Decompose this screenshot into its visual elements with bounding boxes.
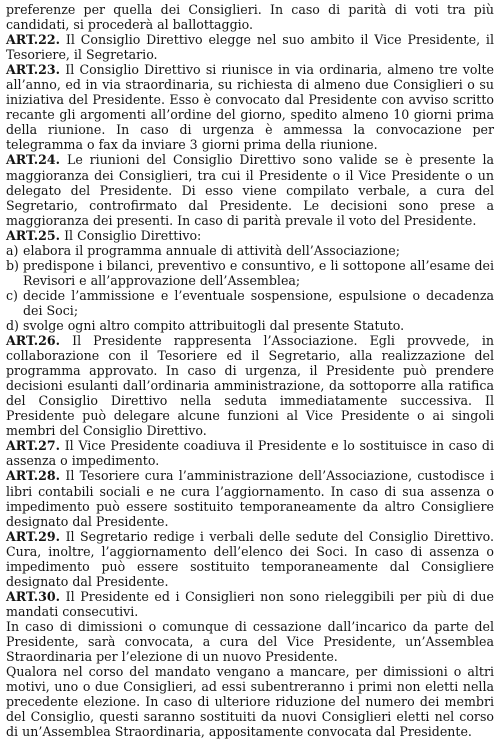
- article-24: [6, 152, 494, 227]
- list-item: [6, 318, 494, 333]
- article-26: [6, 333, 494, 438]
- article-label: ART.28.: [6, 468, 61, 484]
- article-27: [6, 438, 494, 468]
- list-item: [6, 258, 494, 288]
- article-text: Il Consiglio Direttivo:: [64, 227, 202, 243]
- article-text: Il Presidente rappresenta l’Associazione. Egli provvede, in collaborazione con il Tesoriere ed il Segretario, alla realizzazione del programma approvato. In caso di urgenza, il Presidente può prendere decisioni esulanti dall’ordinaria amministrazione, da sottoporre alla ratifica del Consiglio Direttivo nella seduta immediatamente successiva. Il Presidente può delegare alcune funzioni al Vice Presidente o ai singoli membri del Consiglio Direttivo.: [6, 333, 494, 439]
- article-22: [6, 32, 494, 62]
- list-item-letter: c): [6, 287, 18, 303]
- article-30-paragraph-2: Qualora nel corso del mandato vengano a mancare, per dimissioni o altri motivi, uno o due Consiglieri, ad essi subentreranno i primi non eletti nella precedente elezione. In caso di ulteriore riduzione del numero dei membri del Consiglio, questi saranno sostituiti da nuovi Consiglieri eletti nel corso di un’Assemblea Straordinaria, appositamente convocata dal Presidente.: [6, 664, 494, 740]
- article-23: [6, 62, 494, 152]
- list-item-text: predispone i bilanci, preventivo e consuntivo, e li sottopone all’esame dei Revisori e all’approvazione dell’Assemblea;: [23, 257, 494, 288]
- list-item-letter: d): [6, 317, 19, 333]
- article-30-paragraph-1: In caso di dimissioni o comunque di cessazione dall’incarico da parte del Presidente, sarà convocata, a cura del Vice Presidente, un’Assemblea Straordinaria per l’elezione di un nuovo Presidente.: [6, 618, 494, 665]
- list-item-text: elabora il programma annuale di attività dell’Associazione;: [23, 242, 400, 258]
- list-item-text: decide l’ammissione e l’eventuale sospensione, espulsione o decadenza dei Soci;: [23, 287, 494, 318]
- article-25: [6, 228, 494, 243]
- article-label: ART.29.: [6, 528, 61, 544]
- article-label: ART.26.: [6, 333, 61, 349]
- article-25-list: [6, 243, 494, 333]
- article-28: [6, 468, 494, 528]
- article-text: Il Segretario redige i verbali delle sedute del Consiglio Direttivo. Cura, inoltre, l’aggiornamento dell’elenco dei Soci. In caso di assenza o impedimento può essere sostituito temporaneamente dal Consigliere designato dal Presidente.: [6, 528, 494, 589]
- article-29: [6, 529, 494, 589]
- article-label: ART.22.: [6, 32, 61, 48]
- article-label: ART.30.: [6, 588, 61, 604]
- intro-paragraph: preferenze per quella dei Consiglieri. In caso di parità di voti tra più candidati, si procederà al ballottaggio.: [6, 2, 494, 33]
- article-label: ART.24.: [6, 152, 61, 168]
- list-item: [6, 243, 494, 258]
- list-item: [6, 288, 494, 318]
- article-label: ART.27.: [6, 438, 61, 454]
- article-30: [6, 589, 494, 619]
- list-item-letter: a): [6, 242, 19, 258]
- article-label: ART.23.: [6, 62, 61, 78]
- article-text: Le riunioni del Consiglio Direttivo sono valide se è presente la maggioranza dei Consiglieri, tra cui il Presidente o il Vice Presidente o un delegato del Presidente. Di esso viene compilato verbale, a cura del Segretario, controfirmato dal Presidente. Le decisioni sono prese a maggioranza dei presenti. In caso di parità prevale il voto del Presidente.: [6, 152, 494, 228]
- list-item-letter: b): [6, 257, 19, 273]
- list-item-text: svolge ogni altro compito attribuitogli dal presente Statuto.: [23, 317, 405, 333]
- article-text: Il Tesoriere cura l’amministrazione dell’Associazione, custodisce i libri contabili sociali e ne cura l’aggiornamento. In caso di sua assenza o impedimento può essere sostituito temporaneamente da altro Consigliere designato dal Presidente.: [6, 468, 494, 529]
- article-label: ART.25.: [6, 227, 61, 243]
- article-text: Il Presidente ed i Consiglieri non sono rieleggibili per più di due mandati consecutivi.: [6, 588, 494, 619]
- article-text: Il Consiglio Direttivo elegge nel suo ambito il Vice Presidente, il Tesoriere, il Segretario.: [6, 32, 494, 63]
- article-text: Il Vice Presidente coadiuva il Presidente e lo sostituisce in caso di assenza o impedimento.: [6, 438, 494, 469]
- article-text: Il Consiglio Direttivo si riunisce in via ordinaria, almeno tre volte all’anno, ed in via straordinaria, su richiesta di almeno due Consiglieri o su iniziativa del Presidente. Esso è convocato dal Presidente con avviso scritto recante gli argomenti all’ordine del giorno, spedito almeno 10 giorni prima della riunione. In caso di urgenza è ammessa la convocazione per telegramma o fax da inviare 3 giorni prima della riunione.: [6, 62, 494, 153]
